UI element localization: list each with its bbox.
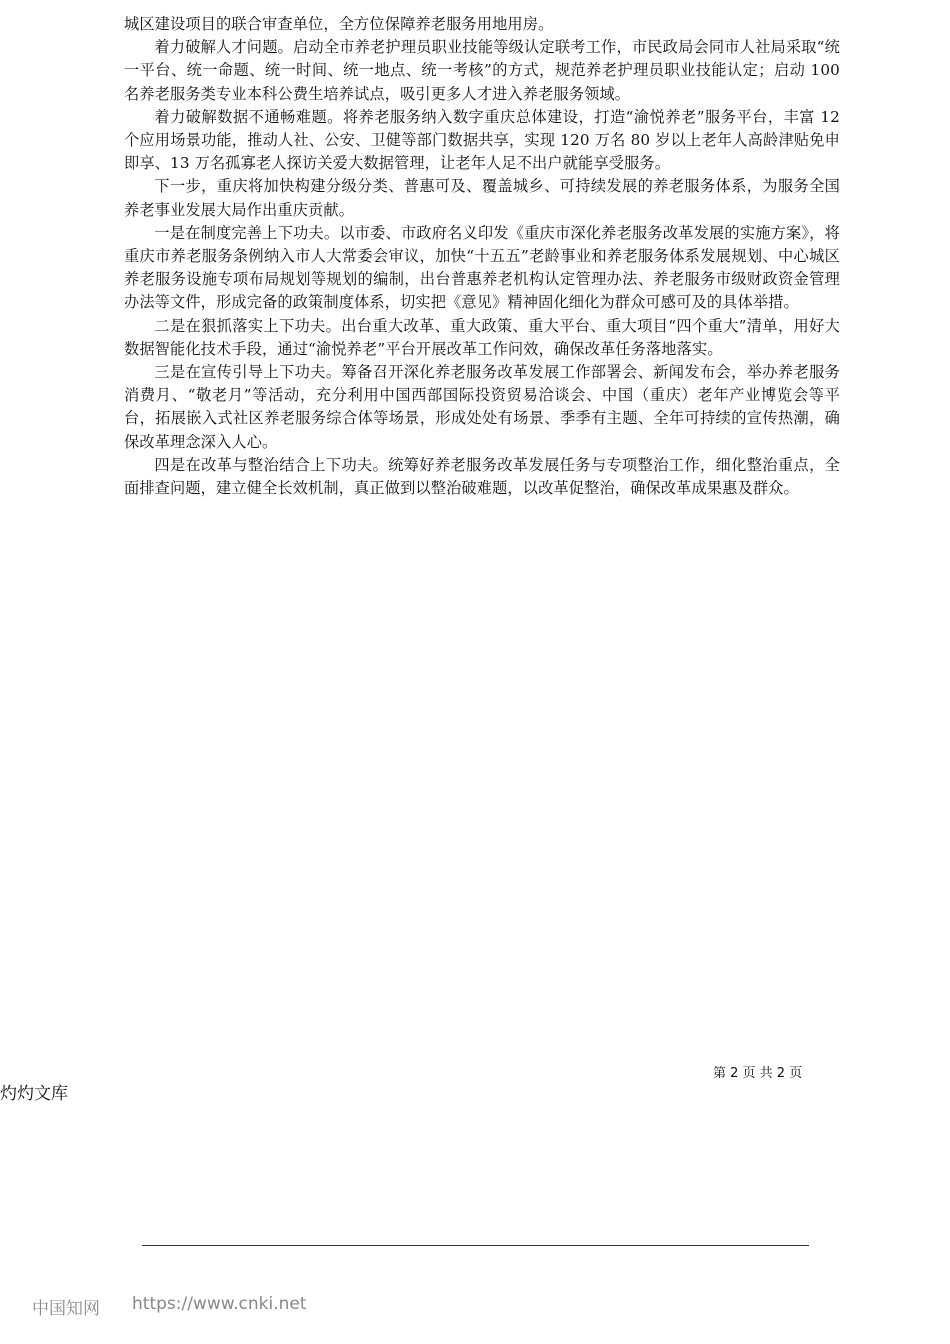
page-number: 第 2 页 共 2 页 <box>713 1066 803 1081</box>
paragraph-7: 三是在宣传引导上下功夫。筹备召开深化养老服务改革发展工作部署会、新闻发布会，举办养老服务消费月、“敬老月”等活动，充分利用中国西部国际投资贸易洽谈会、中国（重庆）老年产业博览会等平台，拓展嵌入式社区养老服务综合体等场景，形成处处有场景、季季有主题、全年可持续的宣传热潮，确保改革理念深入人心。 <box>124 363 840 451</box>
source-label: 灼灼文库 <box>0 1084 68 1104</box>
paragraph-8: 四是在改革与整治结合上下功夫。统筹好养老服务改革发展任务与专项整治工作，细化整治重点，全面排查问题，建立健全长效机制，真正做到以整治破难题，以改革促整治，确保改革成果惠及群众。 <box>124 455 840 498</box>
footer-url-link[interactable]: https://www.cnki.net <box>132 1294 307 1314</box>
footer-divider <box>142 1245 809 1246</box>
paragraph-5: 一是在制度完善上下功夫。以市委、市政府名义印发《重庆市深化养老服务改革发展的实施方案》，将重庆市养老服务条例纳入市人大常委会审议，加快“十五五”老龄事业和养老服务体系发展规划、中心城区养老服务设施专项布局规划等规划的编制，出台普惠养老机构认定管理办法、养老服务市级财政资金管理办法等文件，形成完备的政策制度体系，切实把《意见》精神固化细化为群众可感可及的具体举措。 <box>124 223 840 312</box>
paragraph-1: 城区建设项目的联合审查单位，全方位保障养老服务用地用房。 <box>124 15 554 33</box>
paragraph-4: 下一步，重庆将加快构建分级分类、普惠可及、覆盖城乡、可持续发展的养老服务体系，为服务全国养老事业发展大局作出重庆贡献。 <box>124 177 840 219</box>
document-body <box>124 13 840 500</box>
paragraph-6: 二是在狠抓落实上下功夫。出台重大改革、重大政策、重大平台、重大项目“四个重大”清单，用好大数据智能化技术手段，通过“渝悦养老”平台开展改革工作问效，确保改革任务落地落实。 <box>124 316 840 358</box>
footer-brand-logo[interactable]: 中国知网 <box>32 1299 100 1319</box>
paragraph-3: 着力破解数据不通畅难题。将养老服务纳入数字重庆总体建设，打造“渝悦养老”服务平台，丰富 12 个应用场景功能，推动人社、公安、卫健等部门数据共享，实现 120 万名 80 岁以上老年人高龄津贴免申即享、13 万名孤寡老人探访关爱大数据管理，让老年人足不出户就能享受服务。 <box>124 107 840 173</box>
paragraph-2: 着力破解人才问题。启动全市养老护理员职业技能等级认定联考工作，市民政局会同市人社局采取“统一平台、统一命题、统一时间、统一地点、统一考核”的方式，规范养老护理员职业技能认定；启动 100 名养老服务类专业本科公费生培养试点，吸引更多人才进入养老服务领域。 <box>124 38 840 103</box>
